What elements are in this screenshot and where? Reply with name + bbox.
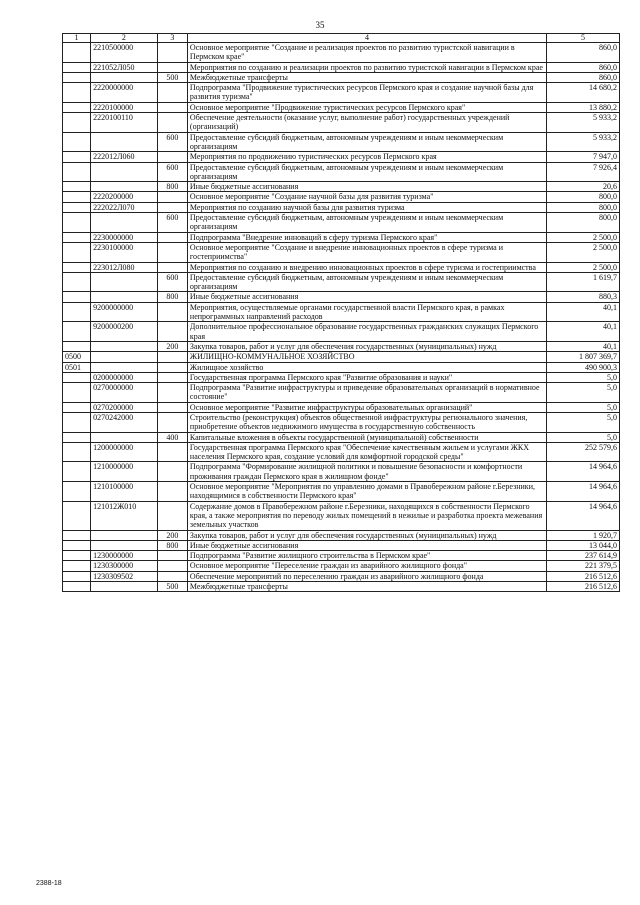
- section-code-cell: [63, 372, 91, 382]
- section-code-cell: [63, 322, 91, 342]
- table-row: [63, 102, 620, 112]
- amount-cell: 40,1: [547, 341, 620, 351]
- section-code-cell: [63, 292, 91, 302]
- page-number: 35: [315, 20, 325, 30]
- table-row: [63, 162, 620, 182]
- target-article-cell: 9200000000: [91, 302, 158, 322]
- target-article-cell: [91, 292, 158, 302]
- expense-type-cell: 200: [157, 530, 187, 540]
- section-code-cell: [63, 72, 91, 82]
- table-header-row: [63, 34, 620, 43]
- description-cell: Подпрограмма "Продвижение туристических ресурсов Пермского края и создание научной базы для развития туризма": [187, 83, 546, 103]
- expense-type-cell: [157, 302, 187, 322]
- expense-type-cell: [157, 362, 187, 372]
- expense-type-cell: [157, 383, 187, 403]
- table-row: [63, 352, 620, 362]
- budget-table: [62, 33, 620, 592]
- amount-cell: 14 964,6: [547, 482, 620, 502]
- table-row: [63, 551, 620, 561]
- table-row: [63, 202, 620, 212]
- table-row: [63, 530, 620, 540]
- description-cell: Обеспечение деятельности (оказание услуг, выполнение работ) государственных учреждений (организаций): [187, 113, 546, 133]
- expense-type-cell: 400: [157, 432, 187, 442]
- section-code-cell: [63, 43, 91, 63]
- target-article-cell: [91, 582, 158, 592]
- table-row: [63, 43, 620, 63]
- description-cell: Основное мероприятие "Мероприятия по управлению домами в Правобережном районе г.Березники, находящимися в собственности Пермского края": [187, 482, 546, 502]
- table-row: [63, 213, 620, 233]
- expense-type-cell: [157, 232, 187, 242]
- description-cell: Предоставление субсидий бюджетным, автономным учреждениям и иным некоммерческим организациям: [187, 272, 546, 292]
- description-cell: Мероприятия по созданию и реализации проектов по развитию туристской навигации в Пермском крае: [187, 62, 546, 72]
- target-article-cell: [91, 132, 158, 152]
- description-cell: Предоставление субсидий бюджетным, автономным учреждениям и иным некоммерческим организациям: [187, 162, 546, 182]
- section-code-cell: [63, 232, 91, 242]
- amount-cell: 2 500,0: [547, 242, 620, 262]
- amount-cell: 860,0: [547, 72, 620, 82]
- target-article-cell: [91, 530, 158, 540]
- section-code-cell: [63, 462, 91, 482]
- expense-type-cell: 800: [157, 292, 187, 302]
- target-article-cell: [91, 432, 158, 442]
- amount-cell: 40,1: [547, 302, 620, 322]
- amount-cell: 20,6: [547, 182, 620, 192]
- target-article-cell: 0270000000: [91, 383, 158, 403]
- expense-type-cell: 600: [157, 162, 187, 182]
- description-cell: Основное мероприятие "Создание научной базы для развития туризма": [187, 192, 546, 202]
- table-row: [63, 362, 620, 372]
- amount-cell: 40,1: [547, 322, 620, 342]
- target-article-cell: 1230000000: [91, 551, 158, 561]
- description-cell: Строительство (реконструкция) объектов общественной инфраструктуры регионального значения, приобретение объектов недвижимого имущества в государственную собственность: [187, 412, 546, 432]
- section-code-cell: [63, 302, 91, 322]
- section-code-cell: [63, 571, 91, 581]
- amount-cell: 2 500,0: [547, 232, 620, 242]
- section-code-cell: [63, 182, 91, 192]
- expense-type-cell: [157, 402, 187, 412]
- section-code-cell: [63, 432, 91, 442]
- description-cell: Содержание домов в Правобережном районе г.Березники, находящихся в собственности Пермского края, а также мероприятия по переводу жилых помещений в нежилые и разработка проекта межевания земельных участков: [187, 501, 546, 530]
- table-row: [63, 272, 620, 292]
- section-code-cell: [63, 152, 91, 162]
- target-article-cell: 2220100000: [91, 102, 158, 112]
- table-row: [63, 83, 620, 103]
- column-header: 4: [187, 34, 546, 43]
- target-article-cell: 2220100110: [91, 113, 158, 133]
- table-row: [63, 462, 620, 482]
- section-code-cell: [63, 482, 91, 502]
- target-article-cell: 0270242000: [91, 412, 158, 432]
- expense-type-cell: [157, 62, 187, 72]
- target-article-cell: 2230000000: [91, 232, 158, 242]
- amount-cell: 252 579,6: [547, 442, 620, 462]
- description-cell: Государственная программа Пермского края "Обеспечение качественным жильем и услугами ЖКХ населения Пермского края, создание условий для комфортной городской среды": [187, 442, 546, 462]
- expense-type-cell: [157, 501, 187, 530]
- description-cell: Основное мероприятие "Развитие инфраструктуры образовательных организаций": [187, 402, 546, 412]
- expense-type-cell: [157, 83, 187, 103]
- column-header: 1: [63, 34, 91, 43]
- description-cell: Предоставление субсидий бюджетным, автономным учреждениям и иным некоммерческим организациям: [187, 132, 546, 152]
- target-article-cell: 222012Л060: [91, 152, 158, 162]
- table-row: [63, 262, 620, 272]
- table-row: [63, 442, 620, 462]
- section-code-cell: [63, 262, 91, 272]
- expense-type-cell: [157, 352, 187, 362]
- description-cell: Подпрограмма "Развитие инфраструктуры и приведение образовательных организаций в нормативное состояние": [187, 383, 546, 403]
- expense-type-cell: 600: [157, 213, 187, 233]
- description-cell: Иные бюджетные ассигнования: [187, 182, 546, 192]
- amount-cell: 5,0: [547, 402, 620, 412]
- section-code-cell: [63, 383, 91, 403]
- target-article-cell: 1210100000: [91, 482, 158, 502]
- target-article-cell: 1210000000: [91, 462, 158, 482]
- section-code-cell: [63, 162, 91, 182]
- amount-cell: 5,0: [547, 372, 620, 382]
- amount-cell: 13 880,2: [547, 102, 620, 112]
- description-cell: Основное мероприятие "Продвижение туристических ресурсов Пермского края": [187, 102, 546, 112]
- target-article-cell: 0270200000: [91, 402, 158, 412]
- amount-cell: 5,0: [547, 412, 620, 432]
- table-row: [63, 571, 620, 581]
- expense-type-cell: [157, 113, 187, 133]
- section-code-cell: [63, 83, 91, 103]
- description-cell: Подпрограмма "Развитие жилищного строительства в Пермском крае": [187, 551, 546, 561]
- section-code-cell: [63, 551, 91, 561]
- table-row: [63, 72, 620, 82]
- expense-type-cell: [157, 152, 187, 162]
- expense-type-cell: [157, 462, 187, 482]
- target-article-cell: 121012Ж010: [91, 501, 158, 530]
- expense-type-cell: [157, 43, 187, 63]
- target-article-cell: [91, 341, 158, 351]
- description-cell: Дополнительное профессиональное образование государственных гражданских служащих Пермского края: [187, 322, 546, 342]
- target-article-cell: 1200000000: [91, 442, 158, 462]
- table-row: [63, 322, 620, 342]
- amount-cell: 7 947,0: [547, 152, 620, 162]
- section-code-cell: [63, 501, 91, 530]
- target-article-cell: 1230300000: [91, 561, 158, 571]
- table-row: [63, 402, 620, 412]
- expense-type-cell: [157, 551, 187, 561]
- description-cell: Мероприятия по продвижению туристических ресурсов Пермского края: [187, 152, 546, 162]
- target-article-cell: 2220000000: [91, 83, 158, 103]
- expense-type-cell: [157, 482, 187, 502]
- table-row: [63, 412, 620, 432]
- target-article-cell: [91, 362, 158, 372]
- table-row: [63, 383, 620, 403]
- target-article-cell: [91, 162, 158, 182]
- expense-type-cell: [157, 561, 187, 571]
- table-row: [63, 482, 620, 502]
- target-article-cell: 223012Л080: [91, 262, 158, 272]
- target-article-cell: 0200000000: [91, 372, 158, 382]
- expense-type-cell: 200: [157, 341, 187, 351]
- target-article-cell: 222022Л070: [91, 202, 158, 212]
- section-code-cell: [63, 62, 91, 72]
- amount-cell: 860,0: [547, 62, 620, 72]
- amount-cell: 216 512,6: [547, 582, 620, 592]
- column-header: 3: [157, 34, 187, 43]
- section-code-cell: [63, 530, 91, 540]
- target-article-cell: 221052Л050: [91, 62, 158, 72]
- expense-type-cell: 600: [157, 272, 187, 292]
- table-row: [63, 232, 620, 242]
- target-article-cell: 2230100000: [91, 242, 158, 262]
- description-cell: Иные бюджетные ассигнования: [187, 540, 546, 550]
- table-row: [63, 292, 620, 302]
- amount-cell: 800,0: [547, 202, 620, 212]
- expense-type-cell: 800: [157, 182, 187, 192]
- table-row: [63, 540, 620, 550]
- section-code-cell: [63, 402, 91, 412]
- section-code-cell: 0501: [63, 362, 91, 372]
- expense-type-cell: [157, 442, 187, 462]
- target-article-cell: [91, 72, 158, 82]
- amount-cell: 221 379,5: [547, 561, 620, 571]
- section-code-cell: [63, 582, 91, 592]
- table-row: [63, 182, 620, 192]
- table-row: [63, 302, 620, 322]
- amount-cell: 5 933,2: [547, 132, 620, 152]
- description-cell: Основное мероприятие "Создание и реализация проектов по развитию туристской навигации в Пермском крае": [187, 43, 546, 63]
- table-row: [63, 113, 620, 133]
- target-article-cell: [91, 540, 158, 550]
- description-cell: Мероприятия по созданию научной базы для развития туризма: [187, 202, 546, 212]
- description-cell: Основное мероприятие "Переселение граждан из аварийного жилищного фонда": [187, 561, 546, 571]
- target-article-cell: [91, 272, 158, 292]
- amount-cell: 14 964,6: [547, 462, 620, 482]
- table-row: [63, 152, 620, 162]
- amount-cell: 216 512,6: [547, 571, 620, 581]
- table-row: [63, 341, 620, 351]
- expense-type-cell: [157, 372, 187, 382]
- section-code-cell: [63, 202, 91, 212]
- section-code-cell: [63, 132, 91, 152]
- description-cell: Предоставление субсидий бюджетным, автономным учреждениям и иным некоммерческим организациям: [187, 213, 546, 233]
- target-article-cell: [91, 213, 158, 233]
- document-code: 2388-18: [36, 880, 62, 887]
- expense-type-cell: [157, 322, 187, 342]
- section-code-cell: [63, 102, 91, 112]
- amount-cell: 880,3: [547, 292, 620, 302]
- section-code-cell: 0500: [63, 352, 91, 362]
- amount-cell: 5,0: [547, 383, 620, 403]
- expense-type-cell: [157, 571, 187, 581]
- amount-cell: 800,0: [547, 213, 620, 233]
- target-article-cell: 9200000200: [91, 322, 158, 342]
- description-cell: Закупка товаров, работ и услуг для обеспечения государственных (муниципальных) нужд: [187, 341, 546, 351]
- section-code-cell: [63, 242, 91, 262]
- description-cell: Мероприятия по созданию и внедрению инновационных проектов в сфере туризма и гостеприимства: [187, 262, 546, 272]
- expense-type-cell: [157, 192, 187, 202]
- target-article-cell: 2210500000: [91, 43, 158, 63]
- expense-type-cell: [157, 102, 187, 112]
- description-cell: Подпрограмма "Внедрение инноваций в сферу туризма Пермского края": [187, 232, 546, 242]
- target-article-cell: 1230309502: [91, 571, 158, 581]
- amount-cell: 1 619,7: [547, 272, 620, 292]
- amount-cell: 13 044,0: [547, 540, 620, 550]
- column-header: 2: [91, 34, 158, 43]
- amount-cell: 14 680,2: [547, 83, 620, 103]
- amount-cell: 1 807 369,7: [547, 352, 620, 362]
- description-cell: Межбюджетные трансферты: [187, 582, 546, 592]
- amount-cell: 237 614,9: [547, 551, 620, 561]
- expense-type-cell: 600: [157, 132, 187, 152]
- table-row: [63, 132, 620, 152]
- table-row: [63, 242, 620, 262]
- expense-type-cell: [157, 242, 187, 262]
- amount-cell: 5 933,2: [547, 113, 620, 133]
- section-code-cell: [63, 442, 91, 462]
- table-row: [63, 432, 620, 442]
- expense-type-cell: [157, 262, 187, 272]
- amount-cell: 860,0: [547, 43, 620, 63]
- description-cell: ЖИЛИЩНО-КОММУНАЛЬНОЕ ХОЗЯЙСТВО: [187, 352, 546, 362]
- description-cell: Иные бюджетные ассигнования: [187, 292, 546, 302]
- amount-cell: 2 500,0: [547, 262, 620, 272]
- table-row: [63, 192, 620, 202]
- table-row: [63, 582, 620, 592]
- table-row: [63, 372, 620, 382]
- description-cell: Основное мероприятие "Создание и внедрение инновационных проектов в сфере туризма и гостеприимства": [187, 242, 546, 262]
- section-code-cell: [63, 561, 91, 571]
- section-code-cell: [63, 412, 91, 432]
- target-article-cell: 2220200000: [91, 192, 158, 202]
- target-article-cell: [91, 182, 158, 192]
- section-code-cell: [63, 213, 91, 233]
- table-row: [63, 561, 620, 571]
- amount-cell: 1 920,7: [547, 530, 620, 540]
- description-cell: Межбюджетные трансферты: [187, 72, 546, 82]
- section-code-cell: [63, 192, 91, 202]
- section-code-cell: [63, 540, 91, 550]
- description-cell: Жилищное хозяйство: [187, 362, 546, 372]
- section-code-cell: [63, 341, 91, 351]
- description-cell: Государственная программа Пермского края "Развитие образования и науки": [187, 372, 546, 382]
- amount-cell: 14 964,6: [547, 501, 620, 530]
- column-header: 5: [547, 34, 620, 43]
- section-code-cell: [63, 113, 91, 133]
- amount-cell: 5,0: [547, 432, 620, 442]
- amount-cell: 800,0: [547, 192, 620, 202]
- section-code-cell: [63, 272, 91, 292]
- description-cell: Закупка товаров, работ и услуг для обеспечения государственных (муниципальных) нужд: [187, 530, 546, 540]
- table-row: [63, 62, 620, 72]
- description-cell: Подпрограмма "Формирование жилищной политики и повышение безопасности и комфортности проживания граждан Пермского края в жилищном фонде": [187, 462, 546, 482]
- amount-cell: 7 926,4: [547, 162, 620, 182]
- description-cell: Мероприятия, осуществляемые органами государственной власти Пермского края, в рамках непрограммных направлений расходов: [187, 302, 546, 322]
- expense-type-cell: [157, 412, 187, 432]
- description-cell: Обеспечение мероприятий по переселению граждан из аварийного жилищного фонда: [187, 571, 546, 581]
- amount-cell: 490 900,3: [547, 362, 620, 372]
- expense-type-cell: 800: [157, 540, 187, 550]
- expense-type-cell: [157, 202, 187, 212]
- expense-type-cell: 500: [157, 72, 187, 82]
- description-cell: Капитальные вложения в объекты государственной (муниципальной) собственности: [187, 432, 546, 442]
- expense-type-cell: 500: [157, 582, 187, 592]
- table-row: [63, 501, 620, 530]
- target-article-cell: [91, 352, 158, 362]
